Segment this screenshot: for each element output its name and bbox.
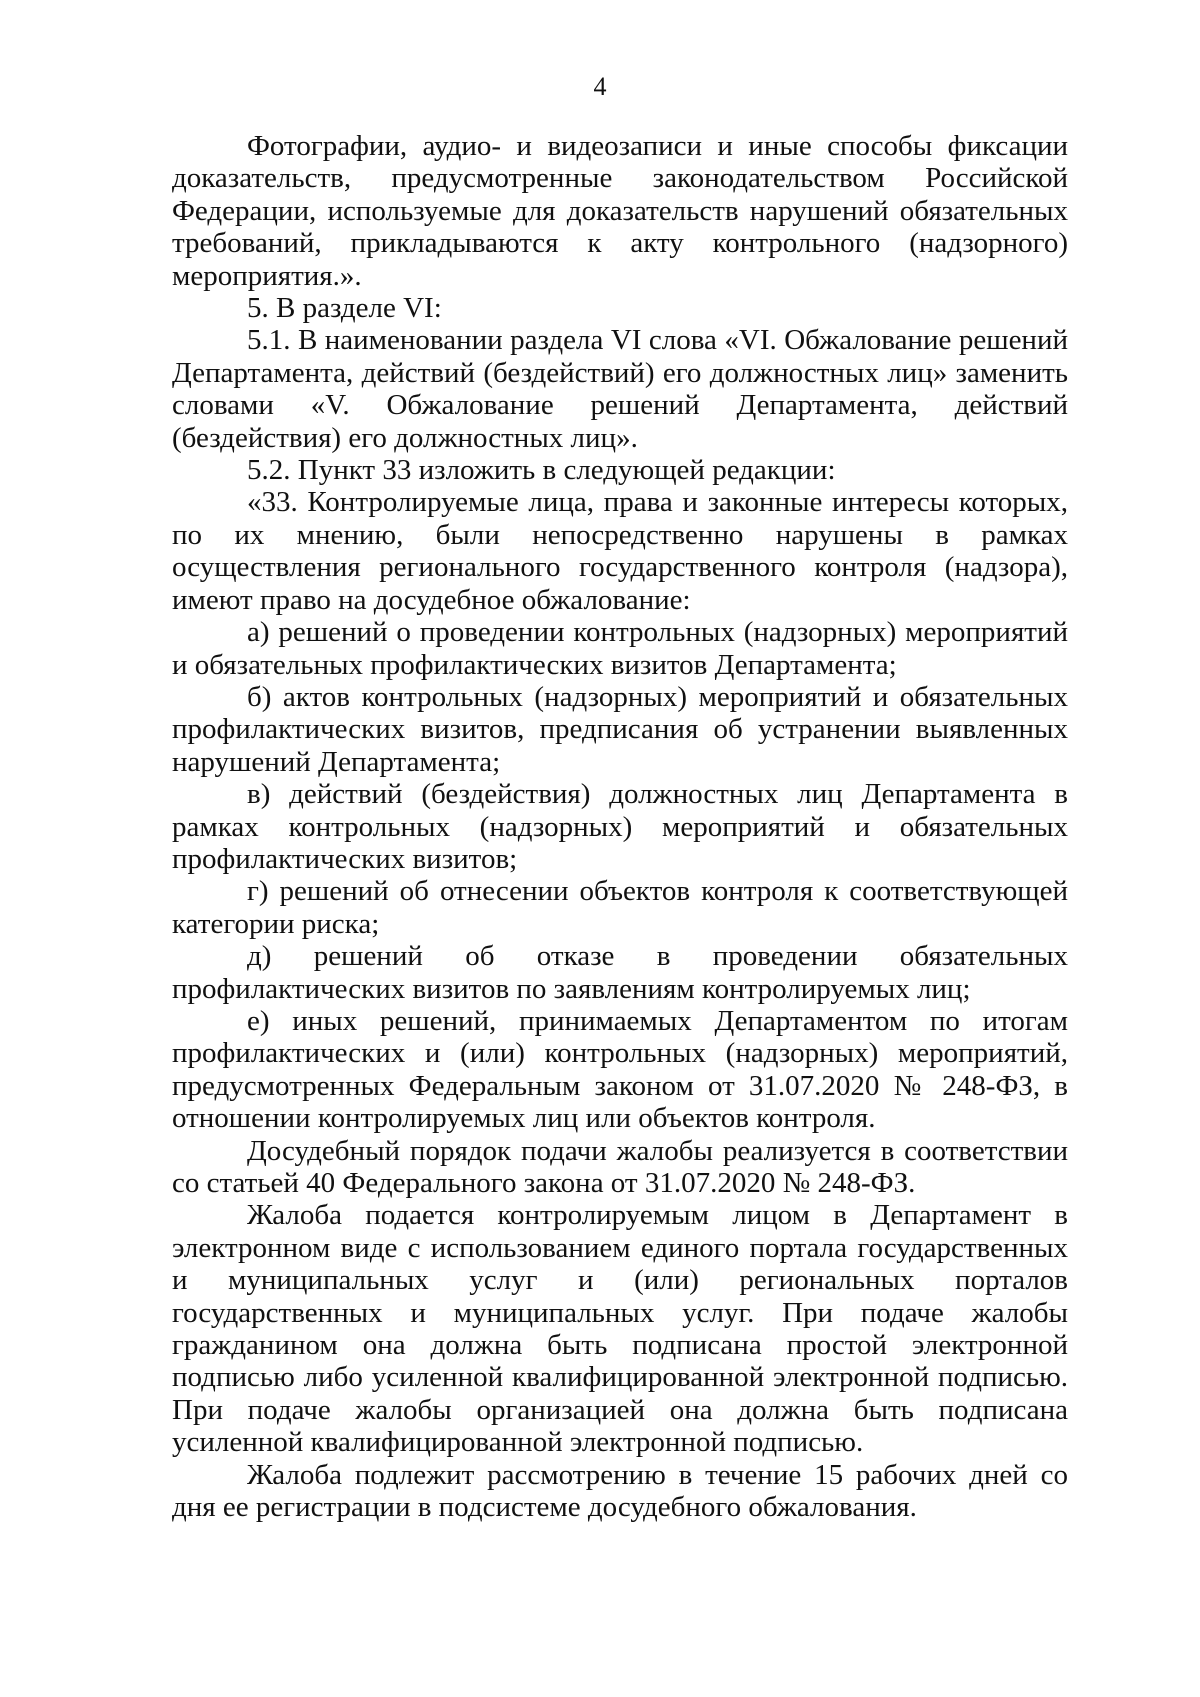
paragraph-item-5-2: 5.2. Пункт 33 изложить в следующей редакции: (247, 454, 836, 487)
paragraph-complaint-filing: Жалоба подается контролируемым лицом в Департамент в электронном виде с использованием единого портала государственных и муниципальных услуг и (или) региональных порталов государственных и муниципальных услуг. При подаче жалобы гражданином она должна быть подписана простой электронной подписью либо усиленной квалифицированной электронной подписью. При подаче жалобы организацией она должна быть подписана усиленной квалифицированной электронной подписью. (172, 1199, 1068, 1459)
paragraph-subitem-g: г) решений об отнесении объектов контроля к соответствующей категории риска; (172, 875, 1068, 940)
paragraph-item-5-1: 5.1. В наименовании раздела VI слова «VI. Обжалование решений Департамента, действий (бездействий) его должностных лиц» заменить словами «V. Обжалование решений Департамента, действий (бездействия) его должностных лиц». (172, 324, 1068, 454)
paragraph-subitem-e: е) иных решений, принимаемых Департаментом по итогам профилактических и (или) контрольных (надзорных) мероприятий, предусмотренных Федеральным законом от 31.07.2020 № 248-ФЗ, в отношении контролируемых лиц или объектов контроля. (172, 1004, 1068, 1135)
paragraph-section-6-heading: 5. В разделе VI: (247, 292, 442, 325)
page-number: 4 (593, 72, 607, 101)
paragraph-subitem-a: а) решений о проведении контрольных (надзорных) мероприятий и обязательных профилактических визитов Департамента; (172, 616, 1068, 681)
document-body (172, 130, 1068, 1523)
paragraph-evidence-attachments: Фотографии, аудио- и видеозаписи и иные способы фиксации доказательств, предусмотренные законодательством Российской Федерации, используемые для доказательств нарушений обязательных требований, прикладываются к акту контрольного (надзорного) мероприятия.». (172, 130, 1068, 292)
paragraph-pretrial-procedure: Досудебный порядок подачи жалобы реализуется в соответствии со статьей 40 Федерального закона от 31.07.2020 № 248-ФЗ. (172, 1134, 1068, 1199)
paragraph-complaint-review-term: Жалоба подлежит рассмотрению в течение 15 рабочих дней со дня ее регистрации в подсистеме досудебного обжалования. (172, 1458, 1068, 1524)
paragraph-point-33: «33. Контролируемые лица, права и законные интересы которых, по их мнению, были непосредственно нарушены в рамках осуществления регионального государственного контроля (надзора), имеют право на досудебное обжалование: (172, 486, 1068, 616)
paragraph-subitem-d: д) решений об отказе в проведении обязательных профилактических визитов по заявлениям контролируемых лиц; (172, 940, 1068, 1005)
paragraph-subitem-v: в) действий (бездействия) должностных лиц Департамента в рамках контрольных (надзорных) мероприятий и обязательных профилактических визитов; (172, 778, 1068, 875)
paragraph-subitem-b: б) актов контрольных (надзорных) мероприятий и обязательных профилактических визитов, предписания об устранении выявленных нарушений Департамента; (172, 680, 1068, 778)
